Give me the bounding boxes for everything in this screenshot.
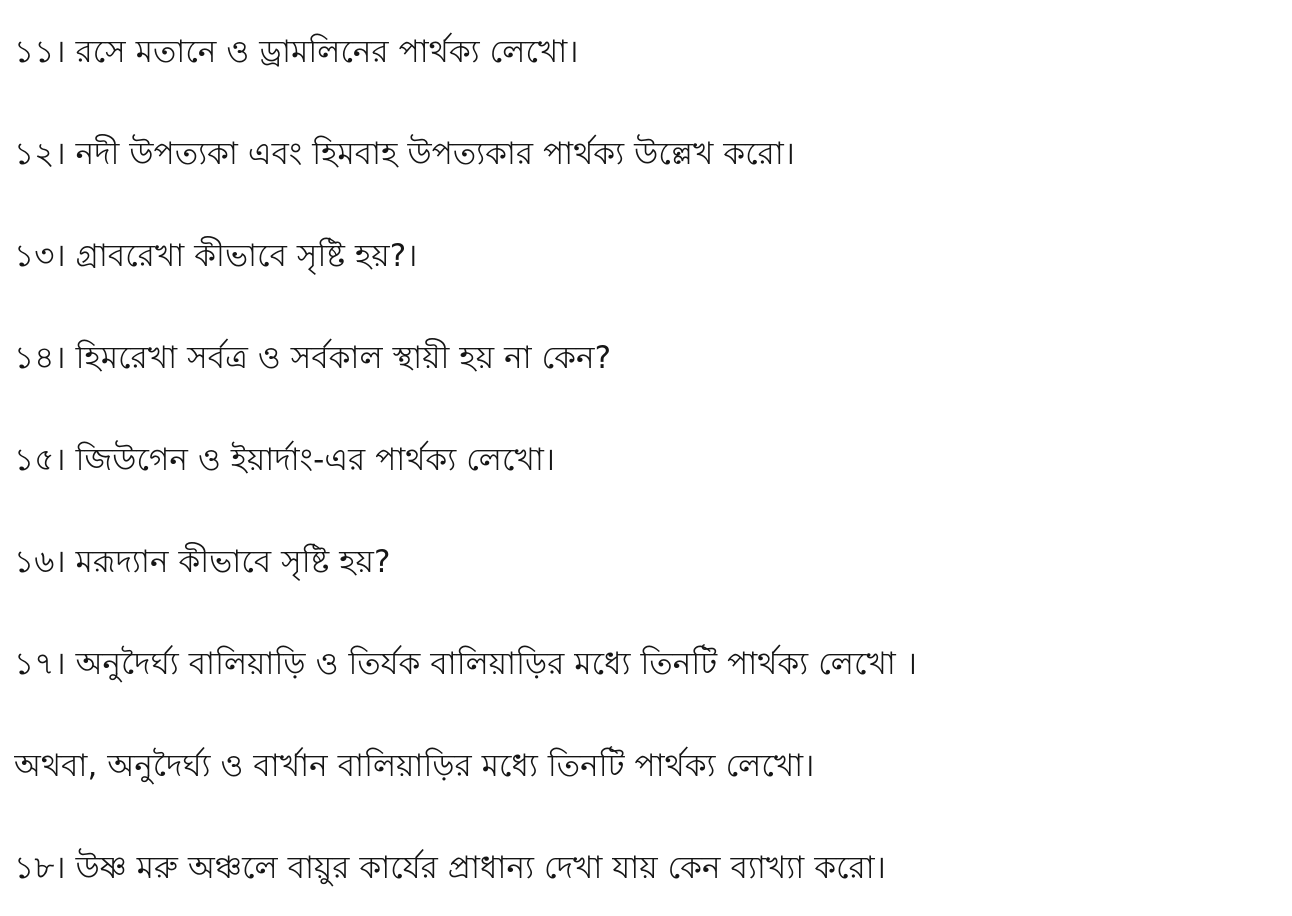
question-17-alternative: অথবা, অনুদৈর্ঘ্য ও বার্খান বালিয়াড়ির মধ্যে তিনটি পার্থক্য লেখো। bbox=[14, 748, 815, 784]
question-12: ১২। নদী উপত্যকা এবং হিমবাহ উপত্যকার পার্থক্য উল্লেখ করো। bbox=[14, 136, 795, 172]
question-17: ১৭। অনুদৈর্ঘ্য বালিয়াড়ি ও তির্যক বালিয়াড়ির মধ্যে তিনটি পার্থক্য লেখো । bbox=[14, 646, 918, 682]
question-18: ১৮। উষ্ণ মরু অঞ্চলে বায়ুর কার্যের প্রাধান্য দেখা যায় কেন ব্যাখ্যা করো। bbox=[14, 850, 886, 886]
question-15: ১৫। জিউগেন ও ইয়ার্দাং-এর পার্থক্য লেখো। bbox=[14, 442, 556, 478]
question-14: ১৪। হিমরেখা সর্বত্র ও সর্বকাল স্থায়ী হয় না কেন? bbox=[14, 340, 612, 376]
question-16: ১৬। মরূদ্যান কীভাবে সৃষ্টি হয়? bbox=[14, 544, 391, 580]
question-11: ১১। রসে মতানে ও ড্রামলিনের পার্থক্য লেখো। bbox=[14, 34, 579, 70]
question-13: ১৩। গ্রাবরেখা কীভাবে সৃষ্টি হয়?। bbox=[14, 238, 418, 274]
